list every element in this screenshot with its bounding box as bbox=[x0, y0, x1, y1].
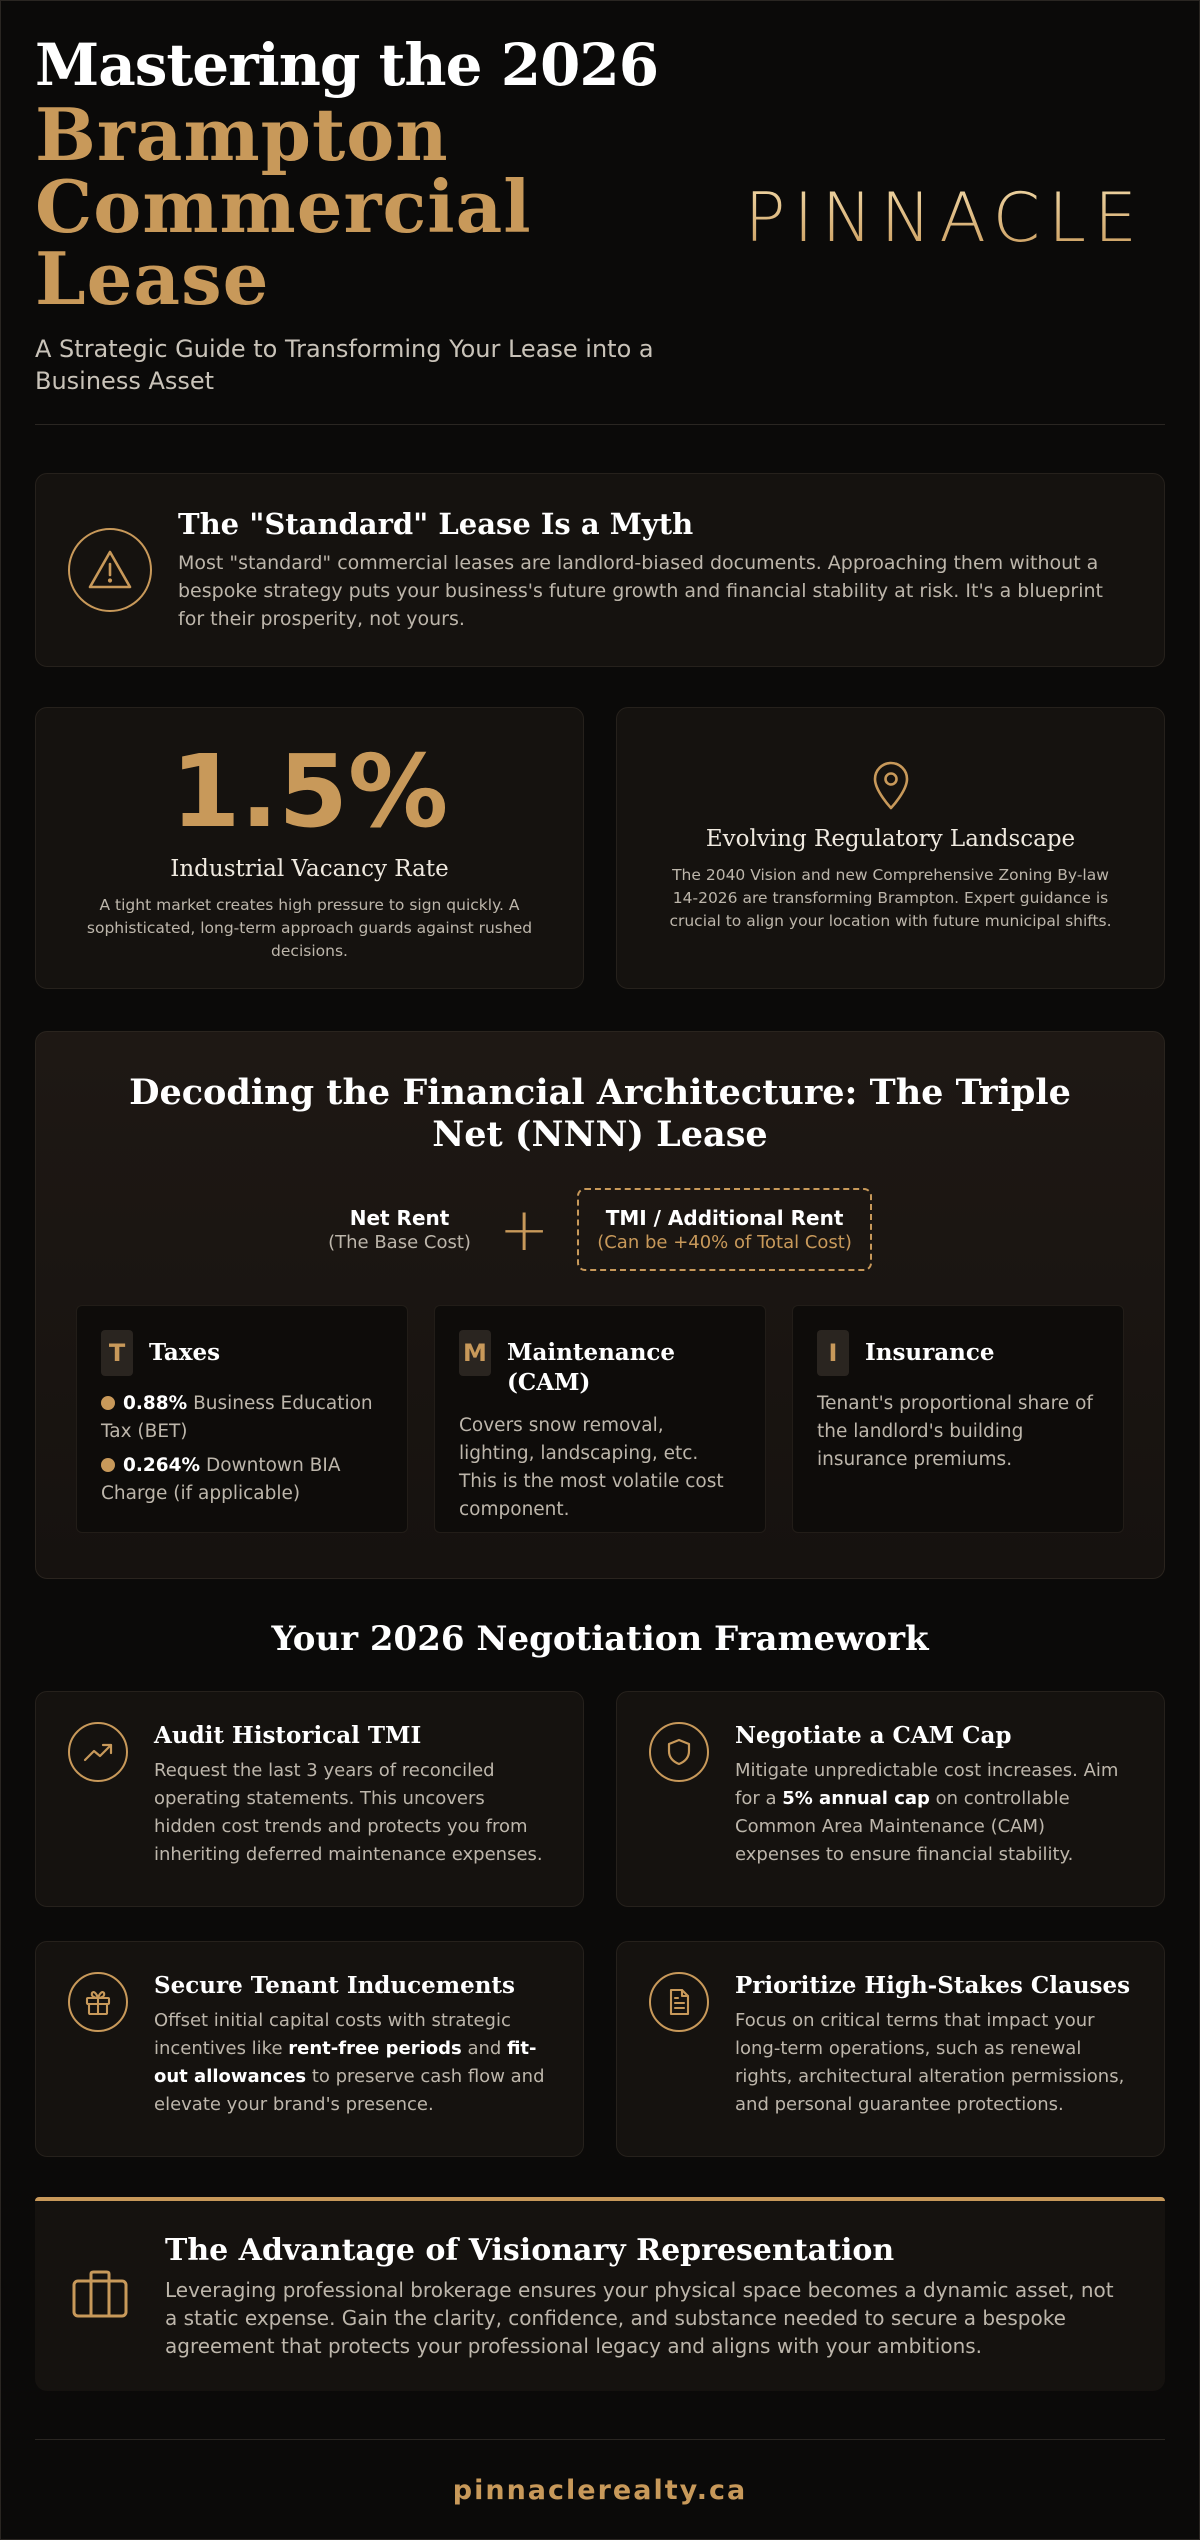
list-item bbox=[101, 1390, 383, 1446]
header bbox=[35, 1, 1165, 425]
maintenance-column bbox=[434, 1305, 766, 1533]
body-pre: Mitigate unpredictable cost increases. Aim for a bbox=[735, 1760, 1119, 1809]
framework-card-audit bbox=[35, 1691, 584, 1907]
regulatory-label: Evolving Regulatory Landscape bbox=[705, 826, 1076, 852]
bullet-strong: 0.264% bbox=[123, 1455, 201, 1476]
advantage-text bbox=[165, 2233, 1129, 2360]
framework-card-body: Request the last 3 years of reconciled operating statements. This uncovers hidden cost trends and protects you from inheriting deferred maintenance expenses. bbox=[154, 1760, 543, 1865]
framework-card-body bbox=[154, 2007, 551, 2119]
bullet-strong: 0.88% bbox=[123, 1393, 188, 1414]
warning-triangle-icon bbox=[68, 528, 152, 612]
insurance-head bbox=[817, 1330, 1099, 1376]
myth-body: Most "standard" commercial leases are landlord-biased documents. Approaching them without a bespoke strategy puts your business's future growth and financial stability at risk. It's a blueprint for their prosperity, not yours. bbox=[178, 552, 1103, 630]
page-title-gold-1: Brampton bbox=[35, 92, 449, 177]
taxes-head bbox=[101, 1330, 383, 1376]
body-strong: fit-out allowances bbox=[154, 2038, 537, 2087]
framework-text bbox=[735, 1972, 1132, 2126]
advantage-body: Leveraging professional brokerage ensures your physical space becomes a dynamic asset, not a static expense. Gain the clarity, confidence, and substance needed to secure a bespoke agreement that protects your professional legacy and aligns with your ambitions. bbox=[165, 2277, 1114, 2358]
map-pin-icon bbox=[657, 760, 1124, 820]
page-title-gold-2: Commercial bbox=[35, 164, 532, 249]
framework-card-clauses bbox=[616, 1941, 1165, 2157]
regulatory-desc: The 2040 Vision and new Comprehensive Zoning By-law 14-2026 are transforming Brampton. Expert guidance is crucial to align your location with future municipal shifts. bbox=[669, 866, 1112, 930]
tmi-sub: (Can be +40% of Total Cost) bbox=[597, 1232, 852, 1253]
body-strong: rent-free periods bbox=[288, 2038, 462, 2059]
page-title-line1: Mastering the 2026 bbox=[35, 31, 659, 99]
trending-up-icon bbox=[68, 1722, 128, 1782]
bullet-dot-icon bbox=[101, 1396, 115, 1410]
plus-sign: + bbox=[498, 1194, 550, 1265]
advantage-title: The Advantage of Visionary Representation bbox=[165, 2232, 895, 2268]
document-icon bbox=[649, 1972, 709, 2032]
taxes-title: Taxes bbox=[149, 1339, 221, 1366]
body-post: on controllable Common Area Maintenance (CAM) expenses to ensure financial stability. bbox=[735, 1788, 1074, 1865]
maintenance-body: Covers snow removal, lighting, landscaping, etc. This is the most volatile cost component. bbox=[459, 1415, 724, 1520]
framework-card-title: Prioritize High-Stakes Clauses bbox=[735, 1972, 1131, 1999]
framework-card-title: Audit Historical TMI bbox=[154, 1722, 422, 1749]
maintenance-letter: M bbox=[459, 1330, 491, 1376]
page-subtitle: A Strategic Guide to Transforming Your Lease into a Business Asset bbox=[35, 335, 654, 395]
taxes-column bbox=[76, 1305, 408, 1533]
net-rent bbox=[328, 1206, 471, 1253]
list-item bbox=[101, 1452, 383, 1508]
stats-row bbox=[35, 707, 1165, 989]
framework-text bbox=[735, 1722, 1132, 1876]
maintenance-title: Maintenance (CAM) bbox=[507, 1339, 676, 1396]
briefcase-icon bbox=[71, 2269, 129, 2323]
header-left bbox=[35, 31, 715, 397]
pinnacle-logo: PINNACLE bbox=[744, 179, 1145, 258]
framework-card-cam bbox=[616, 1691, 1165, 1907]
body-mid: and bbox=[461, 2038, 508, 2059]
insurance-column bbox=[792, 1305, 1124, 1533]
tmi-box bbox=[577, 1188, 872, 1271]
website-link[interactable]: pinnaclerealty.ca bbox=[452, 2475, 748, 2506]
framework-text bbox=[154, 1972, 551, 2126]
nnn-title: Decoding the Financial Architecture: The Triple Net (NNN) Lease bbox=[129, 1072, 1071, 1155]
framework-title: Your 2026 Negotiation Framework bbox=[271, 1619, 929, 1659]
framework-grid bbox=[35, 1691, 1165, 2157]
framework-card-title: Negotiate a CAM Cap bbox=[735, 1722, 1012, 1749]
footer bbox=[35, 2439, 1165, 2540]
gift-icon bbox=[68, 1972, 128, 2032]
shield-icon bbox=[649, 1722, 709, 1782]
vacancy-desc: A tight market creates high pressure to sign quickly. A sophisticated, long-term approach guards against rushed decisions. bbox=[86, 896, 533, 960]
net-rent-sub: (The Base Cost) bbox=[328, 1232, 471, 1253]
insurance-body: Tenant's proportional share of the landlord's building insurance premiums. bbox=[817, 1393, 1093, 1470]
regulatory-card bbox=[616, 707, 1165, 989]
framework-card-body: Focus on critical terms that impact your long-term operations, such as renewal rights, architectural alteration permissions, and personal guarantee protections. bbox=[735, 2010, 1125, 2115]
net-rent-label: Net Rent bbox=[349, 1206, 450, 1230]
tmi-label: TMI / Additional Rent bbox=[605, 1206, 844, 1230]
page-title-gold-3: Lease bbox=[35, 236, 270, 321]
advantage-card bbox=[35, 2197, 1165, 2391]
framework-card-body bbox=[735, 1757, 1132, 1869]
vacancy-label: Industrial Vacancy Rate bbox=[170, 856, 449, 882]
taxes-body bbox=[101, 1390, 383, 1508]
myth-card bbox=[35, 473, 1165, 667]
insurance-title: Insurance bbox=[865, 1339, 995, 1366]
myth-title: The "Standard" Lease Is a Myth bbox=[178, 507, 694, 541]
bullet-text: Business Education Tax (BET) bbox=[101, 1393, 373, 1442]
framework-card-title: Secure Tenant Inducements bbox=[154, 1972, 516, 1999]
myth-text bbox=[178, 507, 1132, 633]
vacancy-card bbox=[35, 707, 584, 989]
framework-card-inducements bbox=[35, 1941, 584, 2157]
body-strong: 5% annual cap bbox=[782, 1788, 930, 1809]
body-pre: Offset initial capital costs with strategic incentives like bbox=[154, 2010, 511, 2059]
nnn-section bbox=[35, 1031, 1165, 1579]
bullet-text: Downtown BIA Charge (if applicable) bbox=[101, 1455, 341, 1504]
maintenance-head bbox=[459, 1330, 741, 1398]
nnn-columns bbox=[76, 1305, 1124, 1533]
bullet-dot-icon bbox=[101, 1458, 115, 1472]
body-post: to preserve cash flow and elevate your brand's presence. bbox=[154, 2066, 545, 2115]
framework-text bbox=[154, 1722, 551, 1876]
vacancy-value: 1.5% bbox=[170, 733, 449, 850]
insurance-letter: I bbox=[817, 1330, 849, 1376]
nnn-formula bbox=[76, 1188, 1124, 1271]
taxes-letter: T bbox=[101, 1330, 133, 1376]
